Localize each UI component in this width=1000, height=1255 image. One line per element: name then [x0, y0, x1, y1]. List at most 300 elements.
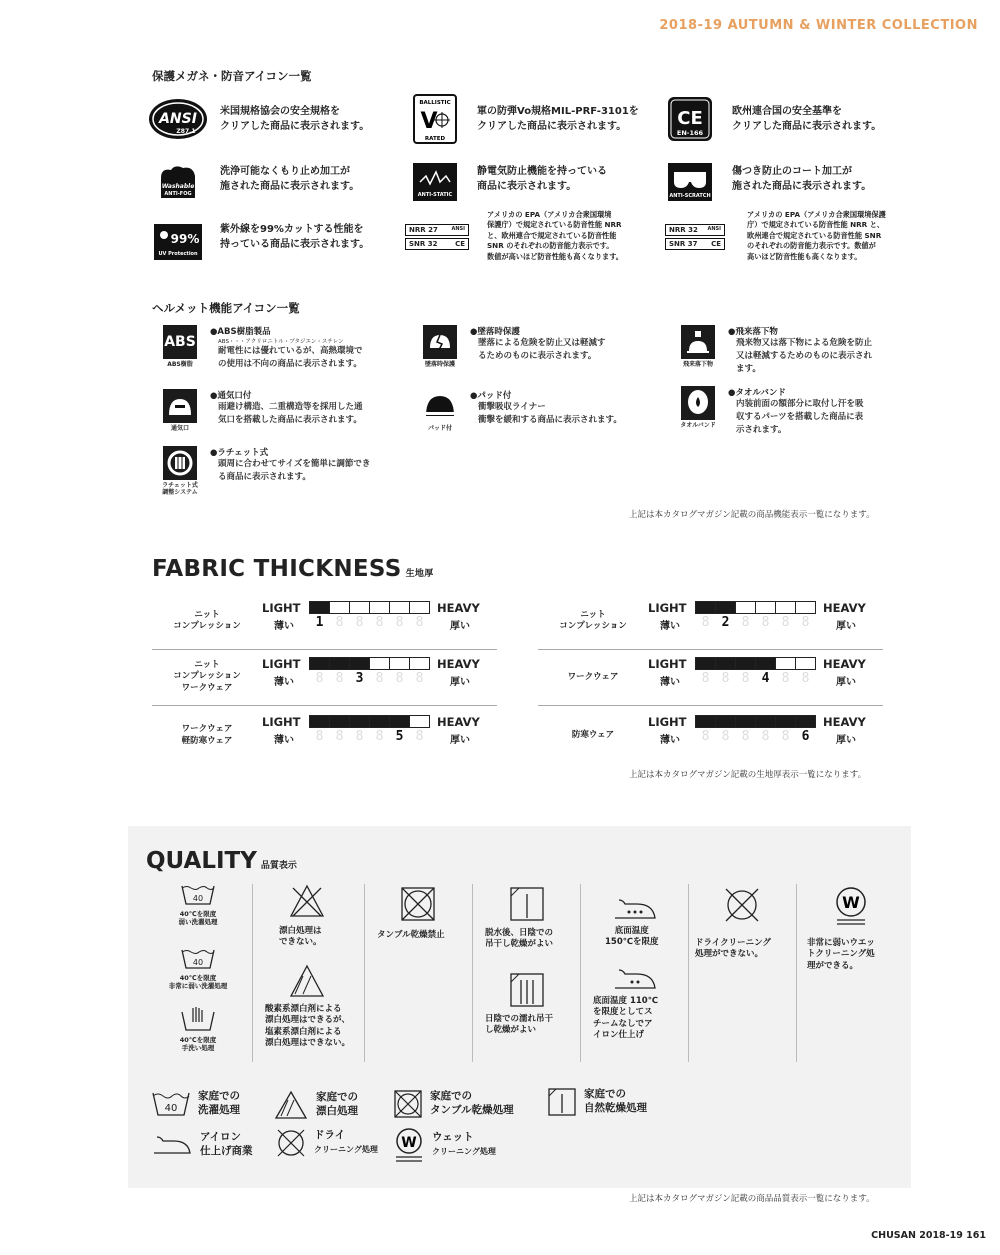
pad-desc: 衝撃吸収ライナー: [478, 402, 546, 412]
fall-title: ●墜落時保護: [470, 327, 520, 337]
helmet-item-ratchet: [158, 446, 370, 496]
glasses-item-ballistic: [405, 95, 639, 143]
ballistic-icon: [405, 95, 465, 143]
fabric-row: [152, 708, 497, 764]
svg-text:CE: CE: [677, 108, 703, 129]
falling-object-caption: 飛来落下物: [682, 361, 713, 368]
fabric-title: [152, 556, 434, 582]
legend-iron: [152, 1131, 253, 1158]
tumble-dry-icon: [394, 1090, 422, 1118]
towel-desc: 収するパーツを搭載した商品に表: [736, 411, 864, 422]
thickness-box: [695, 657, 716, 670]
thickness-box: [715, 657, 736, 670]
thickness-box: [755, 715, 776, 728]
falling-object-desc: 飛来物又は落下物による危険を防止: [736, 338, 873, 348]
falling-object-desc: 又は軽減するためのものに表示され: [736, 350, 873, 361]
abs-desc: の使用は不向の商品に表示されます。: [218, 358, 362, 369]
no-bleach-icon: [289, 884, 325, 922]
light-label: LIGHT: [648, 715, 687, 729]
iron-text-1: 底面温度 150℃を限度: [605, 926, 659, 948]
thickness-box: [349, 601, 370, 614]
svg-text:40: 40: [192, 958, 204, 967]
thick-label: 厚い: [836, 735, 856, 746]
thickness-box: [369, 601, 390, 614]
fall-desc: 墜落による危険を防止又は軽減す: [478, 338, 606, 348]
snr-value: SNR 37: [669, 240, 698, 248]
nrr27-desc: SNR のそれぞれの防音能力表示です。: [487, 241, 614, 251]
thickness-box: [389, 715, 410, 728]
quality-col-wash: [140, 884, 253, 1062]
fabric-row-name: ワークウェア 軽防寒ウェア: [181, 724, 233, 746]
anti-static-icon: [405, 158, 465, 206]
thickness-digit: 8: [335, 671, 344, 686]
oxygen-bleach-icon: [289, 964, 325, 1002]
thickness-digit: 8: [315, 671, 324, 686]
thickness-box: [309, 601, 330, 614]
antiscratch-text-line2: 施された商品に表示されます。: [732, 181, 872, 192]
thickness-box: [329, 601, 350, 614]
falling-object-title: ●飛来落下物: [728, 327, 778, 337]
heavy-label: HEAVY: [437, 715, 480, 729]
svg-text:W: W: [401, 1135, 417, 1151]
thickness-box: [389, 601, 410, 614]
thickness-digit: 8: [781, 729, 790, 744]
thickness-box: [349, 657, 370, 670]
ansi-text-line1: 米国規格協会の安全規格を: [220, 106, 340, 117]
abs-desc: 耐電性には優れているが、高熱環境で: [218, 346, 363, 356]
uv-text-line1: 紫外線を99%カットする性能を: [220, 224, 364, 235]
uv-icon: [148, 218, 208, 266]
thin-label: 薄い: [660, 735, 680, 746]
nrr32-desc: のそれぞれの防音能力表示です。数値が: [747, 241, 876, 251]
thin-label: 薄い: [660, 621, 680, 632]
wet-clean-icon: [833, 886, 869, 930]
bleach-triangle-icon: [274, 1090, 308, 1120]
collection-header: 2018-19 AUTUMN & WINTER COLLECTION: [659, 18, 978, 33]
helmet-section-title: ヘルメット機能アイコン一覧: [152, 301, 300, 315]
helmet-item-pad: [418, 389, 622, 432]
quality-panel: [128, 826, 911, 1188]
nrr32-desc: 高いほど防音性能も高くなります。: [747, 251, 862, 261]
thickness-digit: 8: [395, 615, 404, 630]
thickness-digit: 8: [741, 615, 750, 630]
thickness-digit: 8: [375, 671, 384, 686]
thickness-digit: 8: [415, 671, 424, 686]
pad-desc: 衝撃を緩和する商品に表示されます。: [478, 414, 622, 425]
thickness-digit: 8: [335, 615, 344, 630]
heavy-label: HEAVY: [437, 657, 480, 671]
vent-desc: 雨避け構造、二重構造等を採用した通: [218, 402, 363, 412]
legend-bleach-line1: 家庭での: [316, 1091, 358, 1104]
ansi-mark: ANSI: [707, 226, 721, 232]
thickness-box: [329, 657, 350, 670]
quality-col-iron: [581, 884, 689, 1062]
quality-col-dry-clean: [689, 884, 797, 1062]
thickness-digit: 3: [355, 671, 364, 686]
thickness-box: [695, 715, 716, 728]
svg-text:BALLISTIC: BALLISTIC: [419, 100, 451, 106]
nrr27-desc: アメリカの EPA（アメリカ合衆国環境: [487, 210, 612, 219]
svg-text:ANSI: ANSI: [159, 111, 197, 127]
thickness-box: [309, 715, 330, 728]
wash-tub-icon: [152, 1091, 190, 1117]
iron-icon: [152, 1135, 192, 1155]
abs-title: ●ABS樹脂製品: [210, 327, 271, 337]
svg-text:ANTI-FOG: ANTI-FOG: [164, 191, 192, 197]
antistatic-text-line1: 静電気防止機能を持っている: [477, 166, 607, 177]
light-label: LIGHT: [648, 601, 687, 615]
wet-dry-shade-icon: [509, 972, 545, 1012]
dry-clean-icon: [276, 1128, 306, 1158]
thickness-box: [735, 657, 756, 670]
nrr32-desc: 庁）で規定されている防音性能 NRR と、: [747, 220, 885, 230]
thickness-box: [309, 657, 330, 670]
thickness-box: [389, 657, 410, 670]
glasses-item-ce: [660, 95, 881, 143]
legend-bleach-line2: 漂白処理: [316, 1105, 358, 1117]
thickness-digit: 8: [781, 671, 790, 686]
pad-caption: パッド付: [427, 425, 452, 432]
thickness-digit: 1: [315, 615, 324, 630]
thickness-digit: 8: [315, 729, 324, 744]
uv-text-line2: 持っている商品に表示されます。: [220, 239, 370, 250]
thickness-digit: 8: [721, 729, 730, 744]
thickness-boxes: [309, 715, 429, 728]
thickness-digit: 8: [355, 615, 364, 630]
svg-text:Washable: Washable: [161, 183, 195, 190]
ce-text-line2: クリアした商品に表示されます。: [732, 121, 882, 132]
thickness-digit: 8: [395, 671, 404, 686]
thickness-boxes: [695, 715, 815, 728]
thickness-box: [329, 715, 350, 728]
svg-text:RATED: RATED: [424, 136, 446, 142]
svg-text:99%: 99%: [170, 232, 200, 246]
glasses-item-ansi: [148, 95, 369, 143]
fabric-row: [538, 708, 883, 764]
ratchet-icon: [163, 446, 197, 480]
wash-tub-icon: [181, 884, 215, 906]
glasses-item-antifog: [148, 158, 359, 206]
fabric-row-name: ニット コンプレッション: [559, 609, 627, 632]
helmet-item-towel: [676, 386, 864, 436]
fall-protection-icon: [423, 325, 457, 359]
thickness-boxes: [695, 657, 815, 670]
drip-dry-shade-icon: [509, 886, 545, 926]
fabric-row: [538, 594, 883, 650]
thickness-box: [755, 601, 776, 614]
thick-label: 厚い: [836, 621, 856, 632]
thickness-digit: 8: [741, 729, 750, 744]
thickness-digit: 8: [801, 671, 810, 686]
legend-dry-clean-line1: ドライ: [314, 1129, 346, 1142]
thickness-digits: [695, 615, 815, 630]
vent-icon: [163, 389, 197, 423]
legend-tumble: [394, 1090, 514, 1118]
legend-wet-clean-line1: ウェット: [432, 1131, 474, 1144]
quality-col-tumble: [365, 884, 473, 1062]
thickness-box: [795, 715, 816, 728]
thickness-box: [349, 715, 370, 728]
quality-title: [146, 848, 297, 874]
thickness-digit: 4: [761, 671, 770, 686]
pad-title: ●パッド付: [470, 391, 512, 401]
thickness-digits: [695, 671, 815, 686]
bleach-text-1: 漂白処理は できない。: [279, 926, 322, 948]
pad-icon: [423, 389, 457, 423]
quality-col-wet-clean: [797, 884, 911, 1062]
vent-caption: 通気口: [170, 425, 189, 432]
fall-caption: 墜落時保護: [424, 361, 455, 368]
svg-text:ANTI-STATIC: ANTI-STATIC: [417, 192, 453, 198]
helmet-item-abs: [158, 325, 363, 371]
thickness-digit: 5: [395, 729, 404, 744]
legend-iron-line1: アイロン: [200, 1131, 242, 1143]
fabric-row: [152, 650, 497, 706]
nrr27-desc: 数値が高いほど防音性能も高くなります。: [487, 251, 623, 261]
anti-scratch-icon: [660, 158, 720, 206]
towel-title: ●タオルバンド: [728, 388, 786, 398]
dry-text-2: 日陰での濡れ吊干 し乾燥がよい: [485, 1014, 554, 1036]
ansi-text-line2: クリアした商品に表示されます。: [220, 121, 370, 132]
nrr-icon: [405, 224, 469, 250]
glasses-item-uv: [148, 218, 369, 266]
towel-desc: 示されます。: [736, 424, 787, 435]
iron-110-icon: [613, 968, 657, 994]
thickness-digit: 8: [741, 671, 750, 686]
thickness-box: [715, 715, 736, 728]
heavy-label: HEAVY: [823, 601, 866, 615]
thickness-box: [795, 657, 816, 670]
legend-wash: [152, 1090, 240, 1117]
thick-label: 厚い: [450, 735, 470, 746]
wash-item-1: [168, 884, 228, 927]
falling-object-desc: ます。: [736, 363, 761, 374]
helmet-note: 上記は本カタログマガジン記載の商品機能表示一覧になります。: [629, 510, 875, 520]
thickness-box: [695, 601, 716, 614]
fabric-row-name: 防寒ウェア: [571, 730, 615, 741]
thickness-digit: 6: [801, 729, 810, 744]
abs-caption: ABS樹脂: [167, 361, 193, 368]
thickness-digits: [309, 671, 429, 686]
fabric-row: [152, 594, 497, 650]
natural-dry-icon: [548, 1088, 576, 1116]
light-label: LIGHT: [262, 715, 301, 729]
thickness-digit: 8: [781, 615, 790, 630]
dry-text-1: 脱水後、日陰での 吊干し乾燥がよい: [485, 928, 554, 950]
ansi-mark: ANSI: [451, 226, 465, 232]
fabric-title-text: FABRIC THICKNESS: [152, 556, 402, 582]
quality-col-bleach: [253, 884, 365, 1062]
helmet-item-fall: [418, 325, 606, 368]
thick-label: 厚い: [836, 677, 856, 688]
thickness-box: [775, 601, 796, 614]
hand-wash-icon: [181, 1006, 215, 1032]
thickness-boxes: [309, 601, 429, 614]
light-label: LIGHT: [262, 657, 301, 671]
thickness-digits: [695, 729, 815, 744]
svg-text:ANTI-SCRATCH: ANTI-SCRATCH: [669, 193, 711, 199]
thickness-box: [775, 657, 796, 670]
antifog-text-line2: 施された商品に表示されます。: [220, 181, 360, 192]
fabric-row-name: ワークウェア: [567, 671, 619, 682]
footer-brand: CHUSAN 2018-19: [871, 1230, 963, 1241]
tumble-text: タンブル乾燥禁止: [377, 930, 445, 940]
abs-icon: ABS: [163, 325, 197, 359]
legend-natural-dry-line2: 自然乾燥処理: [584, 1102, 647, 1114]
ansi-icon: [148, 95, 208, 143]
glasses-item-antistatic: [405, 158, 607, 206]
ratchet-caption: ラチェット式 調整システム: [162, 482, 198, 497]
thick-label: 厚い: [450, 677, 470, 688]
thickness-digit: 8: [701, 615, 710, 630]
thickness-box: [409, 715, 430, 728]
svg-text:V: V: [420, 109, 438, 134]
quality-col-natural-dry: [473, 884, 581, 1062]
thickness-digit: 8: [701, 729, 710, 744]
page-footer: [871, 1230, 986, 1241]
thickness-digit: 2: [721, 615, 730, 630]
light-label: LIGHT: [648, 657, 687, 671]
iron-text-2: 底面温度 110℃ を限度としてス チームなしでア イロン仕上げ: [593, 996, 658, 1041]
bleach-text-2: 酸素系漂白剤による 漂白処理はできるが、 塩素系漂白剤による 漂白処理はできない。: [265, 1004, 351, 1049]
thin-label: 薄い: [274, 677, 294, 688]
glasses-item-antiscratch: [660, 158, 871, 206]
antifog-text-line1: 洗浄可能なくもり止め加工が: [220, 166, 350, 177]
fabric-row-name: ニット コンプレッション ワークウェア: [173, 659, 241, 694]
glasses-item-nrr27: [405, 210, 623, 262]
fabric-subtitle: 生地厚: [405, 569, 434, 579]
svg-text:Z87.1: Z87.1: [176, 128, 196, 135]
abs-sub: ABS・・・アクリロニトル・ブタジエン・スチレン: [218, 339, 344, 345]
fabric-row-name: ニット コンプレッション: [173, 609, 241, 632]
iron-150-icon: [613, 898, 657, 924]
ce-mark: CE: [711, 240, 721, 248]
thick-label: 厚い: [450, 621, 470, 632]
wash-item-2: [168, 948, 228, 991]
helmet-item-vent: [158, 389, 363, 432]
quality-note: 上記は本カタログマガジン記載の商品品質表示一覧になります。: [629, 1194, 875, 1204]
heavy-label: HEAVY: [823, 715, 866, 729]
legend-iron-line2: 仕上げ商業: [200, 1144, 253, 1157]
quality-subtitle: 品質表示: [260, 861, 297, 871]
thickness-digit: 8: [701, 671, 710, 686]
no-dry-clean-icon: [723, 886, 761, 928]
ratchet-desc: る商品に表示されます。: [218, 471, 311, 482]
light-label: LIGHT: [262, 601, 301, 615]
thickness-box: [369, 715, 390, 728]
ce-mark: CE: [455, 240, 465, 248]
quality-title-text: QUALITY: [146, 848, 257, 874]
nrr27-desc: 保護庁）で規定されている防音性能 NRR: [487, 220, 622, 230]
nrr32-desc: 欧州連合で規定されている防音性能 SNR: [747, 230, 882, 240]
vent-desc: 気口を搭載した商品に表示されます。: [218, 414, 362, 425]
nrr32-desc: アメリカの EPA（アメリカ合衆国環境保護: [747, 210, 886, 219]
wash-text-1: 40℃を限度 弱い洗濯処理: [178, 910, 218, 927]
thickness-boxes: [695, 601, 815, 614]
legend-wet-clean: [394, 1128, 496, 1162]
wash-item-3: [168, 1006, 228, 1053]
towel-band-icon: [681, 386, 715, 420]
fabric-note: 上記は本カタログマガジン記載の生地厚表示一覧になります。: [629, 770, 867, 780]
falling-object-icon: [681, 325, 715, 359]
glasses-item-nrr32: [665, 210, 886, 262]
ratchet-title: ●ラチェット式: [210, 448, 269, 458]
antiscratch-text-line1: 傷つき防止のコート加工が: [732, 166, 852, 177]
nrr-icon: [665, 224, 725, 250]
anti-fog-icon: [148, 158, 208, 206]
wet-clean-icon: [394, 1128, 424, 1162]
snr-value: SNR 32: [409, 240, 438, 248]
thickness-digits: [309, 615, 429, 630]
thin-label: 薄い: [660, 677, 680, 688]
wash-text-3: 40℃を限度 手洗い処理: [179, 1036, 217, 1053]
wet-clean-text: 非常に弱いウエッ トクリーニング処 理ができる。: [807, 938, 875, 971]
svg-text:40: 40: [192, 894, 204, 903]
dry-clean-text: ドライクリーニング 処理ができない。: [695, 938, 771, 960]
thickness-box: [775, 715, 796, 728]
nrr27-desc: と、欧州連合で規定されている防音性能: [487, 230, 617, 240]
helmet-item-falling-object: [676, 325, 872, 375]
thickness-box: [795, 601, 816, 614]
thickness-digit: 8: [375, 729, 384, 744]
svg-text:W: W: [842, 893, 860, 912]
thickness-box: [755, 657, 776, 670]
towel-desc: 内装前面の額部分に取付し汗を吸: [736, 399, 864, 409]
nrr-value: NRR 27: [409, 226, 438, 234]
thickness-boxes: [309, 657, 429, 670]
legend-wet-clean-line2: クリーニング処理: [432, 1147, 496, 1156]
legend-dry-clean: [276, 1128, 378, 1158]
thickness-box: [409, 601, 430, 614]
page-number: 161: [966, 1230, 986, 1241]
thickness-box: [735, 601, 756, 614]
thickness-digit: 8: [415, 729, 424, 744]
nrr-value: NRR 32: [669, 226, 698, 234]
towel-caption: タオルバンド: [680, 422, 716, 429]
thickness-digit: 8: [355, 729, 364, 744]
thickness-digit: 8: [761, 615, 770, 630]
legend-wash-line1: 家庭での: [198, 1090, 240, 1102]
thickness-box: [369, 657, 390, 670]
thickness-box: [715, 601, 736, 614]
ce-text-line1: 欧州連合国の安全基準を: [732, 106, 842, 117]
svg-text:40: 40: [164, 1102, 178, 1114]
thickness-digit: 8: [721, 671, 730, 686]
thin-label: 薄い: [274, 735, 294, 746]
legend-wash-line2: 洗濯処理: [198, 1103, 240, 1116]
thin-label: 薄い: [274, 621, 294, 632]
ce-icon: [660, 95, 720, 143]
thickness-digit: 8: [801, 615, 810, 630]
wash-text-2: 40℃を限度 非常に弱い洗濯処理: [168, 974, 228, 991]
svg-text:EN-166: EN-166: [676, 129, 704, 137]
thickness-digit: 8: [415, 615, 424, 630]
ratchet-desc: 頭周に合わせてサイズを簡単に調節でき: [218, 459, 371, 469]
ballistic-text-line2: クリアした商品に表示されます。: [477, 121, 627, 132]
legend-natural-dry: [548, 1088, 647, 1116]
thickness-box: [409, 657, 430, 670]
no-tumble-dry-icon: [400, 886, 436, 926]
legend-bleach: [274, 1090, 358, 1120]
ballistic-text-line1: 軍の防弾Vo規格MIL-PRF-3101を: [477, 106, 639, 117]
fabric-row: [538, 650, 883, 706]
antistatic-text-line2: 商品に表示されます。: [477, 181, 577, 192]
thickness-digits: [309, 729, 429, 744]
legend-natural-dry-line1: 家庭での: [584, 1088, 626, 1101]
legend-tumble-line2: タンブル乾燥処理: [430, 1104, 514, 1116]
svg-text:UV Protection: UV Protection: [158, 251, 198, 257]
thickness-digit: 8: [761, 729, 770, 744]
